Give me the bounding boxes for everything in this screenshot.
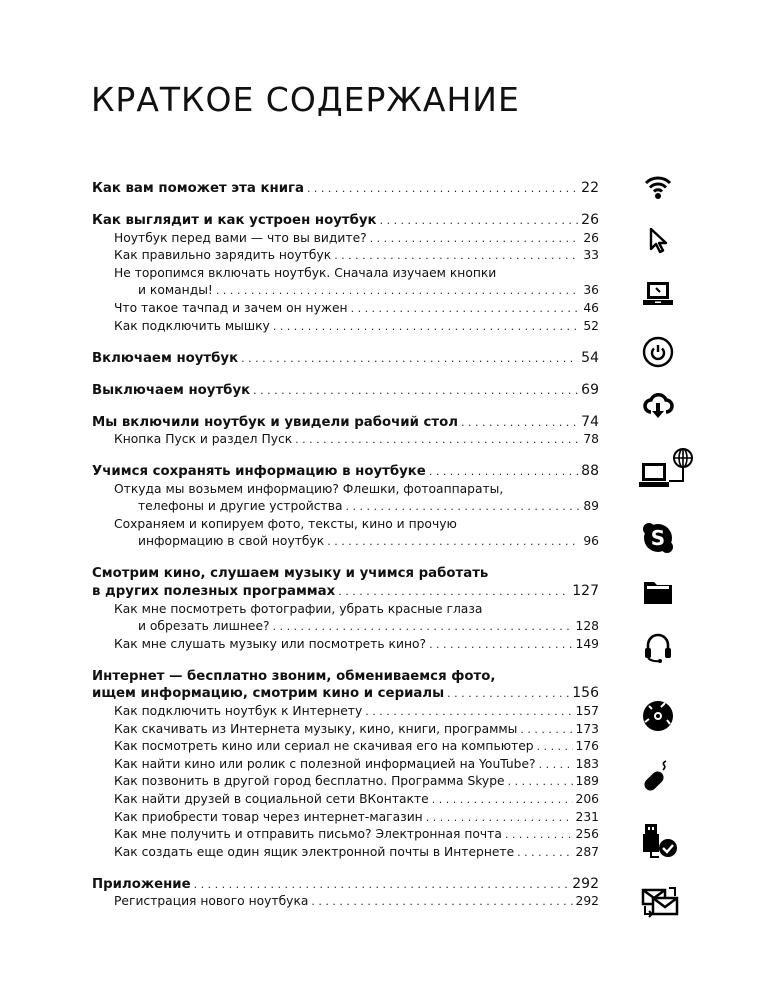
dot-leader — [517, 844, 572, 862]
power-icon — [641, 335, 675, 369]
dot-leader — [334, 247, 580, 265]
toc-entry-title: Выключаем ноутбук — [92, 382, 251, 398]
toc-section — [92, 414, 599, 449]
skype-icon — [641, 521, 675, 555]
toc-subsection-link[interactable] — [92, 738, 599, 756]
toc-page-number: 36 — [583, 283, 599, 298]
toc-section-link[interactable] — [92, 876, 599, 894]
toc-section-link[interactable] — [92, 382, 599, 400]
toc-entry-title: Как создать еще один ящик электронной почты в Интернете — [114, 844, 515, 859]
dot-leader — [351, 300, 581, 318]
toc-subsection-link[interactable] — [92, 431, 599, 449]
toc-entry-title: Регистрация нового ноутбука — [114, 894, 309, 909]
page-title: КРАТКОЕ СОДЕРЖАНИЕ — [91, 80, 520, 119]
dot-leader — [338, 583, 569, 601]
toc-page-number: 52 — [583, 318, 599, 333]
table-of-contents — [92, 180, 599, 911]
dot-leader — [432, 791, 573, 809]
toc-entry-title: Как скачивать из Интернета музыку, кино, книги, программы — [114, 721, 518, 736]
toc-entry-title: в других полезных программах — [92, 584, 336, 600]
toc-entry-title: Как позвонить в другой город бесплатно. Программа Skype — [114, 774, 505, 789]
toc-section — [92, 212, 599, 335]
toc-page-number: 69 — [581, 381, 599, 398]
toc-entry-title: Как вам поможет эта книга — [92, 181, 304, 196]
dot-leader — [520, 721, 572, 739]
toc-entry-title: Как подключить мышку — [114, 318, 270, 333]
toc-page-number: 256 — [575, 827, 599, 842]
toc-entry-title: Интернет — бесплатно звоним, обмениваемся фото, — [92, 668, 496, 684]
toc-page-number: 127 — [572, 583, 599, 600]
toc-page-number: 189 — [575, 774, 599, 789]
toc-subsection-link[interactable] — [92, 247, 599, 265]
mail-sync-icon — [641, 884, 681, 920]
dot-leader — [327, 533, 580, 551]
toc-entry-title: и обрезать лишнее? — [138, 619, 270, 634]
toc-subsection-link[interactable] — [92, 791, 599, 809]
toc-page-number: 183 — [575, 756, 599, 771]
toc-entry-title: Смотрим кино, слушаем музыку и учимся работать — [92, 566, 489, 582]
svg-text:S: S — [650, 526, 666, 550]
toc-subsection-link[interactable] — [92, 756, 599, 774]
toc-entry-title: информацию в свой ноутбук — [138, 534, 325, 549]
toc-section — [92, 565, 599, 653]
toc-subsection-link[interactable] — [92, 809, 599, 827]
toc-entry-title: Как подключить ноутбук к Интернету — [114, 703, 363, 718]
toc-entry-title: Как найти кино или ролик с полезной информацией на YouTube? — [114, 756, 536, 771]
toc-page-number: 33 — [583, 248, 599, 263]
toc-section-title-line[interactable] — [92, 565, 599, 583]
laptop-icon — [641, 276, 675, 310]
toc-page-number: 74 — [581, 413, 599, 430]
toc-entry-title: Как правильно зарядить ноутбук — [114, 248, 332, 263]
toc-page-number: 206 — [575, 791, 599, 806]
toc-page-number: 149 — [575, 636, 599, 651]
toc-page-number: 156 — [572, 685, 599, 702]
toc-entry-title: Откуда мы возьмем информацию? Флешки, фотоаппараты, — [114, 481, 504, 496]
toc-page-number: 287 — [575, 844, 599, 859]
toc-subsection-link[interactable] — [92, 636, 599, 654]
dot-leader — [505, 826, 573, 844]
toc-section — [92, 876, 599, 911]
toc-subsection-title-line[interactable] — [92, 481, 599, 499]
toc-subsection-link[interactable] — [92, 893, 599, 911]
toc-entry-title: Мы включили ноутбук и увидели рабочий стол — [92, 414, 458, 430]
toc-entry-title: Не торопимся включать ноутбук. Сначала изучаем кнопки — [114, 265, 497, 280]
wifi-icon — [641, 170, 675, 204]
toc-section — [92, 463, 599, 551]
dot-leader — [426, 809, 573, 827]
dot-leader — [346, 498, 581, 516]
toc-subsection-link[interactable] — [92, 533, 599, 551]
toc-page-number: 292 — [575, 894, 599, 909]
toc-page-number: 46 — [583, 300, 599, 315]
toc-entry-title: Учимся сохранять информацию в ноутбуке — [92, 464, 426, 480]
headset-icon — [641, 630, 675, 664]
toc-page-number: 157 — [575, 703, 599, 718]
cursor-icon — [641, 223, 675, 257]
toc-subsection-link[interactable] — [92, 282, 599, 300]
dot-leader — [194, 876, 570, 894]
toc-section-link[interactable] — [92, 350, 599, 368]
disc-icon — [641, 699, 675, 733]
dot-leader — [429, 636, 572, 654]
dot-leader — [461, 414, 578, 432]
toc-entry-title: ищем информацию, смотрим кино и сериалы — [92, 686, 445, 702]
toc-page-number: 88 — [581, 463, 599, 480]
toc-entry-title: Включаем ноутбук — [92, 350, 239, 366]
toc-section — [92, 668, 599, 862]
dot-leader — [380, 212, 579, 230]
dot-leader — [253, 382, 578, 400]
toc-page-number: 231 — [575, 809, 599, 824]
dot-leader — [216, 282, 580, 300]
toc-entry-title: и команды! — [138, 283, 213, 298]
toc-entry-title: телефоны и другие устройства — [138, 499, 343, 514]
toc-section-title-line[interactable] — [92, 668, 599, 686]
toc-entry-title: Как найти друзей в социальной сети ВКонтакте — [114, 791, 429, 806]
toc-subsection-link[interactable] — [92, 300, 599, 318]
toc-entry-title: Как мне слушать музыку или посмотреть кино? — [114, 636, 427, 651]
toc-subsection-link[interactable] — [92, 318, 599, 336]
dot-leader — [429, 463, 578, 481]
toc-subsection-link[interactable] — [92, 721, 599, 739]
toc-page-number: 128 — [575, 619, 599, 634]
cloud-download-icon — [641, 388, 675, 422]
toc-subsection-link[interactable] — [92, 618, 599, 636]
dot-leader — [447, 685, 569, 703]
toc-subsection-link[interactable] — [92, 703, 599, 721]
toc-subsection-link[interactable] — [92, 826, 599, 844]
toc-entry-title: Приложение — [92, 876, 191, 892]
dot-leader — [307, 180, 578, 198]
dot-leader — [241, 350, 578, 368]
toc-section-link[interactable] — [92, 583, 599, 601]
toc-subsection-title-line[interactable] — [92, 516, 599, 534]
dot-leader — [273, 618, 573, 636]
toc-page-number: 89 — [583, 499, 599, 514]
dot-leader — [365, 703, 572, 721]
toc-subsection-link[interactable] — [92, 498, 599, 516]
dot-leader — [295, 431, 580, 449]
toc-entry-title: Что такое тачпад и зачем он нужен — [114, 300, 348, 315]
toc-page-number: 26 — [581, 211, 599, 228]
toc-page-number: 78 — [583, 432, 599, 447]
toc-section-link[interactable] — [92, 212, 599, 230]
toc-section — [92, 350, 599, 368]
toc-subsection-link[interactable] — [92, 230, 599, 248]
toc-page-number: 176 — [575, 739, 599, 754]
toc-page-number: 22 — [581, 180, 599, 196]
toc-entry-title: Сохраняем и копируем фото, тексты, кино и прочую — [114, 516, 457, 531]
toc-page-number: 292 — [572, 875, 599, 892]
toc-section-link[interactable] — [92, 180, 599, 198]
toc-subsection-link[interactable] — [92, 773, 599, 791]
toc-entry-title: Как мне получить и отправить письмо? Электронная почта — [114, 827, 502, 842]
toc-page-number: 26 — [583, 230, 599, 245]
dot-leader — [273, 318, 581, 336]
toc-subsection-title-line[interactable] — [92, 601, 599, 619]
toc-entry-title: Как выглядит и как устроен ноутбук — [92, 212, 377, 228]
mouse-icon — [641, 760, 675, 794]
dot-leader — [508, 773, 573, 791]
toc-entry-title: Как мне посмотреть фотографии, убрать красные глаза — [114, 601, 483, 616]
toc-subsection-title-line[interactable] — [92, 265, 599, 283]
dot-leader — [537, 738, 573, 756]
toc-section-link[interactable] — [92, 463, 599, 481]
laptop-internet-icon — [638, 446, 696, 492]
toc-page-number: 54 — [581, 349, 599, 366]
folder-icon — [641, 575, 675, 609]
toc-entry-title: Ноутбук перед вами — что вы видите? — [114, 230, 367, 245]
dot-leader — [311, 893, 572, 911]
dot-leader — [370, 230, 581, 248]
toc-entry-title: Кнопка Пуск и раздел Пуск — [114, 432, 293, 447]
dot-leader — [539, 756, 573, 774]
toc-subsection-link[interactable] — [92, 844, 599, 862]
toc-section-link[interactable] — [92, 685, 599, 703]
toc-page-number: 96 — [583, 534, 599, 549]
toc-page-number: 173 — [575, 721, 599, 736]
toc-entry-title: Как приобрести товар через интернет-магазин — [114, 809, 423, 824]
toc-section-link[interactable] — [92, 414, 599, 432]
toc-section — [92, 180, 599, 198]
toc-entry-title: Как посмотреть кино или сериал не скачивая его на компьютер — [114, 739, 534, 754]
toc-section — [92, 382, 599, 400]
usb-check-icon — [641, 822, 679, 862]
